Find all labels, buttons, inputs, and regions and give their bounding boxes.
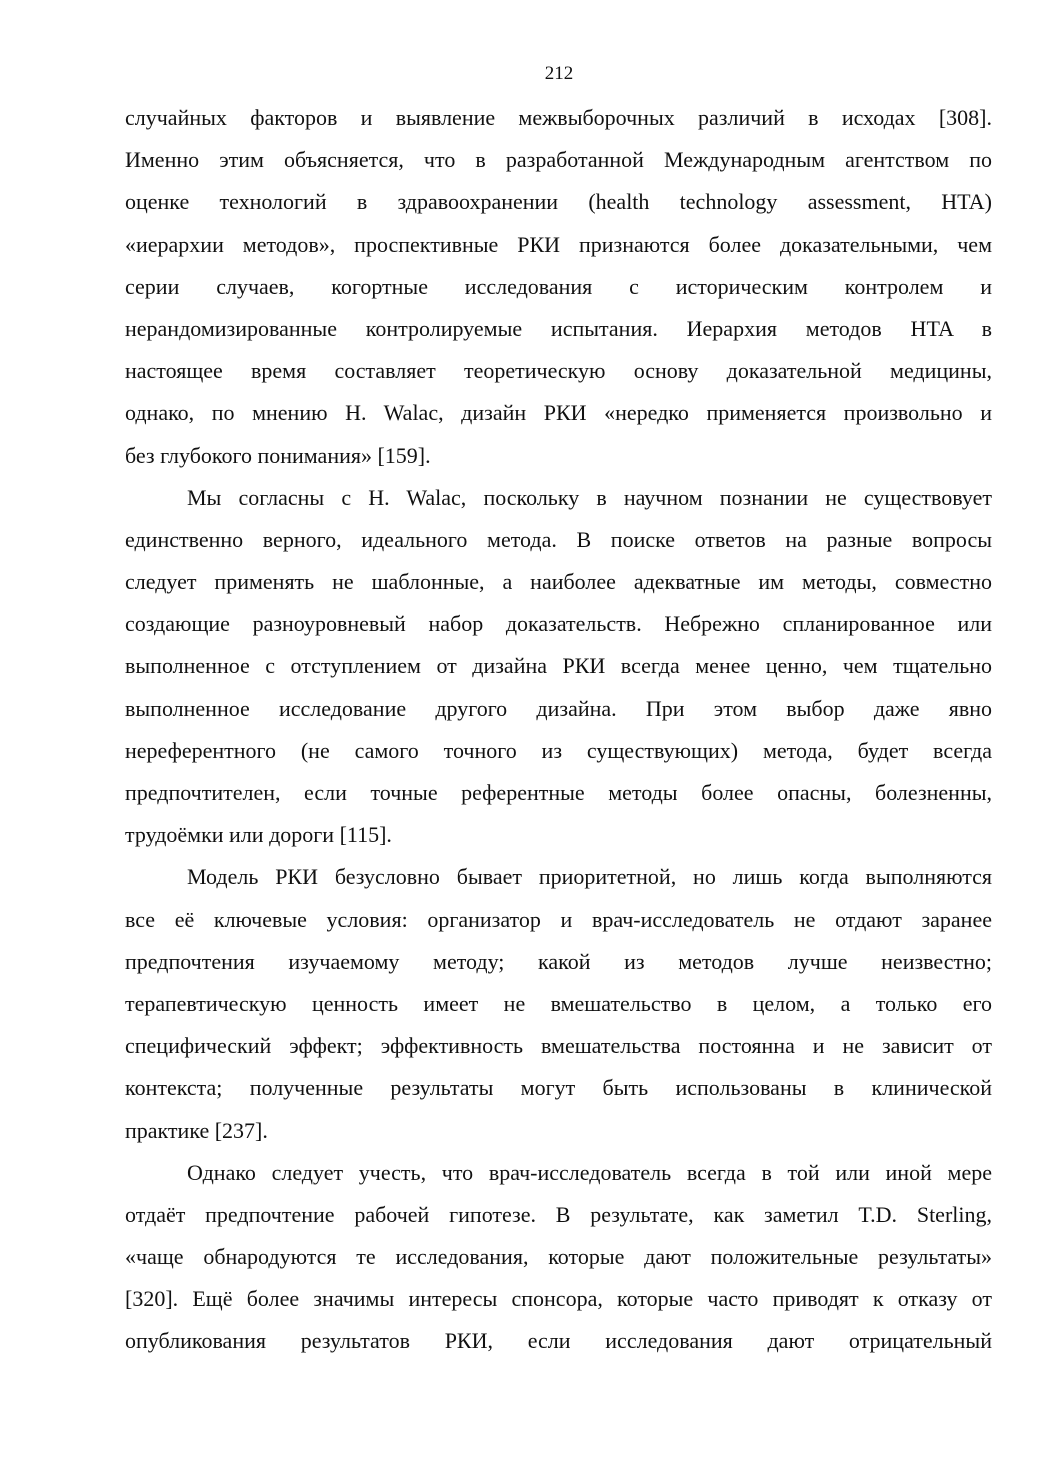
- text-line: практике [237].: [125, 1117, 268, 1143]
- text-line: специфический эффект; эффективность вмешательства постоянна и не зависит от: [125, 1033, 992, 1059]
- text-line: опубликования результатов РКИ, если исследования дают отрицательный: [125, 1328, 992, 1354]
- text-line: единственно верного, идеального метода. В поиске ответов на разные вопросы: [125, 526, 992, 552]
- body-text: [125, 97, 992, 1363]
- text-line: оценке технологий в здравоохранении (health technology assessment, HTA): [125, 189, 992, 215]
- text-line: контекста; полученные результаты могут быть использованы в клинической: [125, 1075, 992, 1101]
- text-line: трудоёмки или дороги [115].: [125, 822, 392, 848]
- text-line: нерандомизированные контролируемые испытания. Иерархия методов HTA в: [125, 315, 992, 341]
- text-line: предпочтения изучаемому методу; какой из методов лучше неизвестно;: [125, 948, 992, 974]
- text-line: выполненное исследование другого дизайна. При этом выбор даже явно: [125, 695, 992, 721]
- text-line: Модель РКИ безусловно бывает приоритетной, но лишь когда выполняются: [187, 864, 992, 890]
- text-line: Мы согласны с H. Walac, поскольку в научном познании не существовует: [187, 484, 992, 510]
- text-line: однако, по мнению H. Walac, дизайн РКИ «нередко применяется произвольно и: [125, 400, 992, 426]
- text-line: выполненное с отступлением от дизайна РКИ всегда менее ценно, чем тщательно: [125, 653, 992, 679]
- text-line: без глубокого понимания» [159].: [125, 442, 431, 468]
- text-line: Именно этим объясняется, что в разработанной Международным агентством по: [125, 147, 992, 173]
- text-line: серии случаев, когортные исследования с историческим контролем и: [125, 273, 992, 299]
- text-line: «чаще обнародуются те исследования, которые дают положительные результаты»: [125, 1244, 992, 1270]
- text-line: следует применять не шаблонные, а наиболее адекватные им методы, совместно: [125, 569, 992, 595]
- text-line: настоящее время составляет теоретическую основу доказательной медицины,: [125, 358, 992, 384]
- page-number: 212: [544, 63, 574, 84]
- text-line: создающие разноуровневый набор доказательств. Небрежно спланированное или: [125, 611, 992, 637]
- text-line: предпочтителен, если точные референтные методы более опасны, болезненны,: [125, 780, 992, 805]
- text-line: все её ключевые условия: организатор и врач-исследователь не отдают заранее: [125, 906, 992, 932]
- text-line: отдаёт предпочтение рабочей гипотезе. В результате, как заметил T.D. Sterling,: [125, 1201, 992, 1227]
- text-line: нереферентного (не самого точного из существующих) метода, будет всегда: [125, 737, 992, 763]
- text-line: «иерархии методов», проспективные РКИ признаются более доказательными, чем: [125, 231, 992, 257]
- text-line: терапевтическую ценность имеет не вмешательство в целом, а только его: [125, 990, 992, 1016]
- text-line: случайных факторов и выявление межвыборочных различий в исходах [308].: [125, 105, 992, 130]
- text-line: [320]. Ещё более значимы интересы спонсора, которые часто приводят к отказу от: [125, 1286, 992, 1312]
- text-line: Однако следует учесть, что врач-исследователь всегда в той или иной мере: [187, 1159, 992, 1185]
